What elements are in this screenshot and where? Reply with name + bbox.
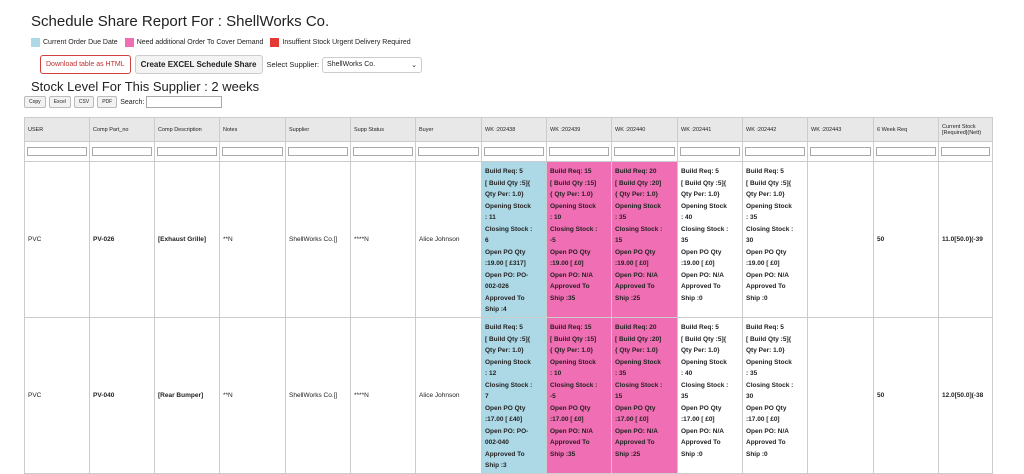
wk-line: Opening Stock xyxy=(746,358,792,366)
schedule-table xyxy=(24,117,993,474)
wk-line: Approved To xyxy=(485,450,525,458)
wk-line: Qty Per: 1.0} xyxy=(485,347,524,354)
wk-line: [ Build Qty :20] xyxy=(615,335,662,343)
header-row xyxy=(25,118,993,142)
legend-item-urgent xyxy=(270,38,410,47)
wk-line: Opening Stock xyxy=(485,358,531,366)
cell-part-no: PV-026 xyxy=(90,162,155,318)
wk-line: :19.00 [ £317] xyxy=(485,260,526,267)
wk-line: Open PO: N/A xyxy=(746,271,789,279)
wk-line: Qty Per: 1.0} xyxy=(681,191,720,198)
wk-line: 35 xyxy=(681,237,689,244)
wk-line: [ Build Qty :15] xyxy=(550,179,597,187)
wk-line: Ship :25 xyxy=(615,450,641,458)
table-row xyxy=(25,162,993,318)
download-html-button[interactable]: Download table as HTML xyxy=(40,55,131,74)
wk-line: Ship :0 xyxy=(746,450,768,458)
legend-swatch-blue xyxy=(31,38,40,47)
wk-line: Build Req: 5 xyxy=(681,324,719,331)
wk-line: Opening Stock xyxy=(550,358,596,366)
wk-line: :17.00 [ £0] xyxy=(746,416,780,423)
search-input[interactable] xyxy=(146,96,222,108)
col-header-wk-202441[interactable]: WK :202441 xyxy=(678,118,743,142)
wk-line: Opening Stock xyxy=(681,202,727,210)
filter-input-description[interactable] xyxy=(157,147,217,156)
wk-line: : 35 xyxy=(746,370,758,377)
excel-button[interactable]: Excel xyxy=(49,96,71,108)
cell-current-stock: 12.0[50.0](-38 xyxy=(939,318,993,474)
cell-wk-202443 xyxy=(808,318,874,474)
wk-line: Opening Stock xyxy=(485,202,531,210)
wk-line: [ Build Qty :5]{ xyxy=(746,179,792,187)
legend xyxy=(31,38,418,47)
wk-line: Opening Stock xyxy=(681,358,727,366)
col-header-wk-202438[interactable]: WK :202438 xyxy=(482,118,547,142)
col-header-wk-202439[interactable]: WK :202439 xyxy=(547,118,612,142)
wk-line: Build Req: 20 xyxy=(615,324,657,331)
wk-line: Build Req: 5 xyxy=(485,324,523,331)
cell-supplier: ShellWorks Co.[] xyxy=(286,162,351,318)
legend-swatch-pink xyxy=(125,38,134,47)
wk-line: :17.00 [ £0] xyxy=(615,416,649,423)
col-header-notes[interactable]: Notes xyxy=(220,118,286,142)
cell-description: [Exhaust Grille] xyxy=(155,162,220,318)
wk-line: :19.00 [ £0] xyxy=(615,260,649,267)
wk-line: 6 xyxy=(485,237,489,244)
filter-input-supplier[interactable] xyxy=(288,147,348,156)
wk-line: : 12 xyxy=(485,370,497,377)
wk-line: Closing Stock : xyxy=(681,381,729,389)
wk-line: Closing Stock : xyxy=(615,381,663,389)
wk-line: :19.00 [ £0] xyxy=(550,260,584,267)
wk-line: :19.00 [ £0] xyxy=(681,260,715,267)
supplier-select[interactable] xyxy=(322,57,422,73)
wk-line: Open PO: PO- xyxy=(485,427,529,435)
wk-line: Open PO: N/A xyxy=(615,271,658,279)
cell-user: PVC xyxy=(25,318,90,474)
search-label: Search: xyxy=(120,98,145,106)
cell-wk-202438 xyxy=(482,162,547,318)
page-title: Schedule Share Report For : ShellWorks Co. xyxy=(31,13,330,30)
wk-line: Open PO Qty xyxy=(550,404,591,412)
filter-input-user[interactable] xyxy=(27,147,87,156)
chevron-down-icon: ⌄ xyxy=(411,61,418,69)
wk-line: Approved To xyxy=(550,283,590,290)
wk-line: Closing Stock : xyxy=(485,225,533,233)
wk-line: 15 xyxy=(615,237,623,244)
wk-line: Ship :0 xyxy=(746,294,768,302)
col-header-buyer[interactable]: Buyer xyxy=(416,118,482,142)
wk-line: [ Build Qty :5]{ xyxy=(485,179,531,187)
wk-line: Open PO Qty xyxy=(746,404,787,412)
wk-line: Closing Stock : xyxy=(746,225,794,233)
wk-line: Ship :35 xyxy=(550,294,576,302)
wk-line: 002-026 xyxy=(485,283,509,290)
wk-line: Ship :35 xyxy=(550,450,576,458)
wk-line: Approved To xyxy=(550,439,590,446)
wk-line: Build Req: 5 xyxy=(681,168,719,175)
wk-line: 30 xyxy=(746,237,754,244)
wk-line: Open PO: N/A xyxy=(550,427,593,435)
cell-6-week-req: 50 xyxy=(874,162,939,318)
wk-line: Build Req: 15 xyxy=(550,168,592,175)
legend-item-additional xyxy=(125,38,264,47)
wk-line: [ Build Qty :5]{ xyxy=(681,335,727,343)
wk-line: [ Build Qty :5]{ xyxy=(746,335,792,343)
col-header-current-stock[interactable]: Current Stock [Required](Nett) xyxy=(939,118,993,142)
wk-line: Ship :0 xyxy=(681,450,703,458)
wk-line: Build Req: 5 xyxy=(485,168,523,175)
wk-line: { Qty Per: 1.0} xyxy=(615,347,658,354)
wk-line: :19.00 [ £0] xyxy=(746,260,780,267)
wk-line: Build Req: 5 xyxy=(746,168,784,175)
cell-notes: **N xyxy=(220,318,286,474)
toolbar xyxy=(40,55,422,74)
wk-line: { Qty Per: 1.0} xyxy=(550,191,593,198)
cell-wk-202441 xyxy=(678,162,743,318)
cell-supp-status: ****N xyxy=(351,162,416,318)
wk-line: Open PO: N/A xyxy=(681,271,724,279)
cell-wk-202442 xyxy=(743,162,808,318)
col-header-wk-202443[interactable]: WK :202443 xyxy=(808,118,874,142)
col-header-supplier[interactable]: Supplier xyxy=(286,118,351,142)
wk-line: [ Build Qty :15] xyxy=(550,335,597,343)
cell-buyer: Alice Johnson xyxy=(416,318,482,474)
col-header-wk-202442[interactable]: WK :202442 xyxy=(743,118,808,142)
cell-wk-202440 xyxy=(612,318,678,474)
wk-line: :17.00 [ £0] xyxy=(681,416,715,423)
filter-input-wk-202440[interactable] xyxy=(614,147,675,156)
cell-part-no: PV-040 xyxy=(90,318,155,474)
wk-line: Approved To xyxy=(615,283,655,290)
wk-line: Open PO Qty xyxy=(615,404,656,412)
wk-line: Open PO Qty xyxy=(485,248,526,256)
wk-line: Qty Per: 1.0} xyxy=(485,191,524,198)
wk-line: Qty Per: 1.0} xyxy=(746,347,785,354)
wk-line: Ship :4 xyxy=(485,306,507,313)
wk-line: Approved To xyxy=(746,439,786,446)
cell-wk-202441 xyxy=(678,318,743,474)
cell-description: [Rear Bumper] xyxy=(155,318,220,474)
wk-line: Opening Stock xyxy=(550,202,596,210)
cell-wk-202439 xyxy=(547,318,612,474)
filter-input-supp-status[interactable] xyxy=(353,147,413,156)
filter-input-wk-202443[interactable] xyxy=(810,147,871,156)
wk-line: Open PO Qty xyxy=(746,248,787,256)
wk-line: Opening Stock xyxy=(746,202,792,210)
legend-label-additional: Need additional Order To Cover Demand xyxy=(136,39,264,46)
wk-line: : 10 xyxy=(550,370,562,377)
wk-line: Approved To xyxy=(681,439,721,446)
filter-input-6-week-req[interactable] xyxy=(876,147,936,156)
filter-input-wk-202442[interactable] xyxy=(745,147,805,156)
wk-line: :17.00 [ £0] xyxy=(550,416,584,423)
legend-swatch-red xyxy=(270,38,279,47)
wk-line: Opening Stock xyxy=(615,358,661,366)
cell-supplier: ShellWorks Co.[] xyxy=(286,318,351,474)
cell-supp-status: ****N xyxy=(351,318,416,474)
wk-line: Ship :3 xyxy=(485,462,507,469)
wk-line: [ Build Qty :5]{ xyxy=(485,335,531,343)
wk-line: 7 xyxy=(485,393,489,400)
wk-line: Open PO Qty xyxy=(615,248,656,256)
supplier-select-value: ShellWorks Co. xyxy=(327,61,376,68)
create-excel-button[interactable]: Create EXCEL Schedule Share xyxy=(135,55,263,74)
col-header-supp-status[interactable]: Supp Status xyxy=(351,118,416,142)
col-header-part-no[interactable]: Comp Part_no xyxy=(90,118,155,142)
col-header-wk-202440[interactable]: WK :202440 xyxy=(612,118,678,142)
legend-item-due xyxy=(31,38,118,47)
wk-line: Open PO Qty xyxy=(681,404,722,412)
wk-line: Open PO Qty xyxy=(681,248,722,256)
csv-button[interactable]: CSV xyxy=(74,96,94,108)
wk-line: : 10 xyxy=(550,214,562,221)
select-supplier-label: Select Supplier: xyxy=(266,60,320,69)
cell-current-stock: 11.0[50.0](-39 xyxy=(939,162,993,318)
wk-line: Open PO: N/A xyxy=(746,427,789,435)
cell-wk-202439 xyxy=(547,162,612,318)
legend-label-urgent: Insuffient Stock Urgent Delivery Required xyxy=(282,39,411,46)
pdf-button[interactable]: PDF xyxy=(97,96,117,108)
cell-6-week-req: 50 xyxy=(874,318,939,474)
wk-line: 15 xyxy=(615,393,623,400)
cell-notes: **N xyxy=(220,162,286,318)
filter-input-current-stock[interactable] xyxy=(941,147,990,156)
filter-input-part-no[interactable] xyxy=(92,147,152,156)
cell-wk-202443 xyxy=(808,162,874,318)
wk-line: Approved To xyxy=(746,283,786,290)
wk-line: 002-040 xyxy=(485,439,509,446)
wk-line: Open PO: N/A xyxy=(550,271,593,279)
copy-button[interactable]: Copy xyxy=(24,96,46,108)
col-header-6-week-req[interactable]: 6 Week Req xyxy=(874,118,939,142)
filter-input-buyer[interactable] xyxy=(418,147,479,156)
wk-line: [ Build Qty :20] xyxy=(615,179,662,187)
wk-line: :17.00 [ £40] xyxy=(485,416,523,423)
filter-input-wk-202439[interactable] xyxy=(549,147,609,156)
filter-input-notes[interactable] xyxy=(222,147,283,156)
wk-line: Approved To xyxy=(681,283,721,290)
filter-input-wk-202441[interactable] xyxy=(680,147,740,156)
wk-line: { Qty Per: 1.0} xyxy=(615,191,658,198)
wk-line: -5 xyxy=(550,237,556,244)
wk-line: 35 xyxy=(681,393,689,400)
wk-line: { Qty Per: 1.0} xyxy=(550,347,593,354)
wk-line: [ Build Qty :5]{ xyxy=(681,179,727,187)
wk-line: Closing Stock : xyxy=(615,225,663,233)
filter-input-wk-202438[interactable] xyxy=(484,147,544,156)
wk-line: Closing Stock : xyxy=(550,225,598,233)
wk-line: : 40 xyxy=(681,370,693,377)
wk-line: : 40 xyxy=(681,214,693,221)
wk-line: Open PO: N/A xyxy=(681,427,724,435)
legend-label-due: Current Order Due Date xyxy=(43,39,118,46)
wk-line: Open PO: N/A xyxy=(615,427,658,435)
wk-line: Open PO Qty xyxy=(550,248,591,256)
wk-line: Build Req: 5 xyxy=(746,324,784,331)
cell-user: PVC xyxy=(25,162,90,318)
wk-line: : 11 xyxy=(485,214,496,221)
filter-row xyxy=(25,142,993,162)
wk-line: Qty Per: 1.0} xyxy=(681,347,720,354)
wk-line: Closing Stock : xyxy=(550,381,598,389)
col-header-user[interactable]: USER xyxy=(25,118,90,142)
wk-line: Build Req: 15 xyxy=(550,324,592,331)
wk-line: Closing Stock : xyxy=(485,381,533,389)
cell-wk-202438 xyxy=(482,318,547,474)
cell-wk-202440 xyxy=(612,162,678,318)
wk-line: Closing Stock : xyxy=(681,225,729,233)
wk-line: : 35 xyxy=(615,214,627,221)
col-header-description[interactable]: Comp Description xyxy=(155,118,220,142)
wk-line: Open PO: PO- xyxy=(485,271,529,279)
wk-line: 30 xyxy=(746,393,754,400)
export-bar xyxy=(24,96,222,108)
wk-line: Ship :0 xyxy=(681,294,703,302)
cell-buyer: Alice Johnson xyxy=(416,162,482,318)
wk-line: Open PO Qty xyxy=(485,404,526,412)
cell-wk-202442 xyxy=(743,318,808,474)
section-subtitle: Stock Level For This Supplier : 2 weeks xyxy=(31,79,260,94)
wk-line: Approved To xyxy=(615,439,655,446)
wk-line: Approved To xyxy=(485,294,525,302)
wk-line: Ship :25 xyxy=(615,294,641,302)
wk-line: -5 xyxy=(550,393,556,400)
wk-line: Build Req: 20 xyxy=(615,168,657,175)
wk-line: Opening Stock xyxy=(615,202,661,210)
wk-line: Closing Stock : xyxy=(746,381,794,389)
wk-line: Qty Per: 1.0} xyxy=(746,191,785,198)
table-row xyxy=(25,318,993,474)
wk-line: : 35 xyxy=(746,214,758,221)
wk-line: : 35 xyxy=(615,370,627,377)
